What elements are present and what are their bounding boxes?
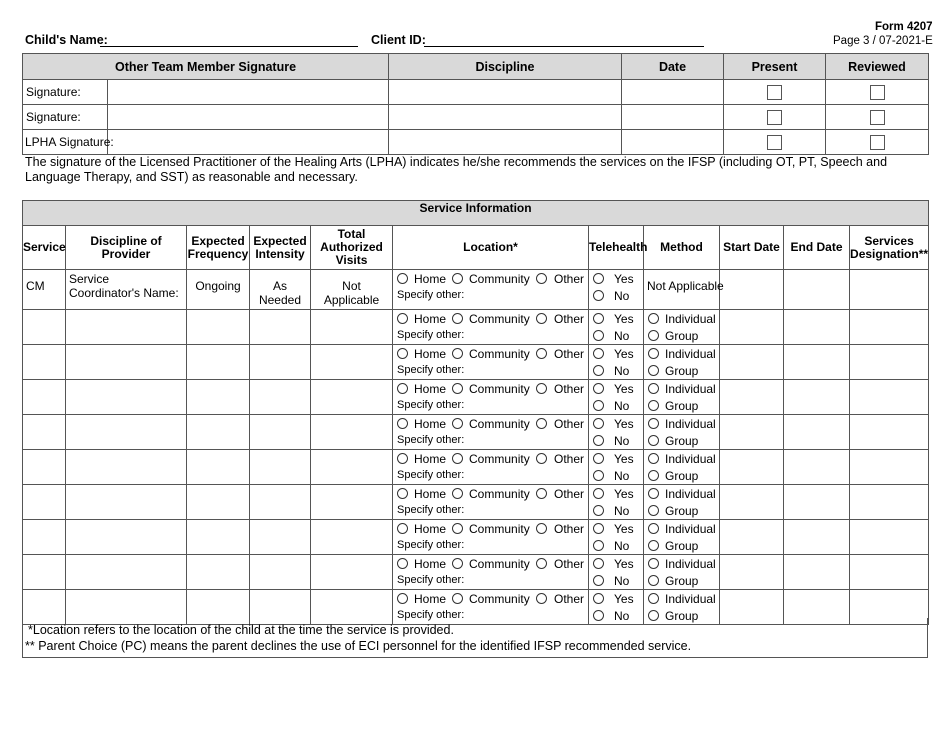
location-cell: [393, 520, 589, 555]
location-cell: [393, 555, 589, 590]
home-label: Home: [414, 416, 447, 431]
service-cell[interactable]: [23, 345, 66, 380]
individual-label: Individual: [665, 416, 716, 431]
end-date-cell[interactable]: [784, 555, 850, 590]
designation-cell[interactable]: [850, 415, 929, 450]
group-radio[interactable]: [648, 365, 659, 376]
other-radio[interactable]: [536, 558, 547, 569]
signature-field[interactable]: [108, 105, 389, 130]
group-radio[interactable]: [648, 505, 659, 516]
other-label: Other: [553, 271, 584, 286]
method-cell: [644, 345, 720, 380]
specify-other-label[interactable]: Specify other:: [397, 609, 465, 621]
individual-label: Individual: [665, 591, 716, 606]
date-field[interactable]: [622, 80, 724, 105]
visits-cell[interactable]: [311, 485, 393, 520]
specify-other-label[interactable]: Specify other:: [397, 434, 465, 446]
group-label: Group: [665, 538, 699, 553]
telehealth-no-radio[interactable]: [593, 470, 604, 481]
method-cell: [644, 380, 720, 415]
telehealth-cell: [589, 555, 644, 590]
individual-radio[interactable]: [648, 558, 659, 569]
reviewed-checkbox[interactable]: [870, 110, 885, 125]
specify-other-label[interactable]: Specify other:: [397, 364, 465, 376]
community-radio[interactable]: [452, 558, 463, 569]
end-date-cell[interactable]: [784, 415, 850, 450]
footnote-location: *Location refers to the location of the child at the time the service is provided.: [28, 623, 454, 637]
community-label: Community: [469, 416, 530, 431]
designation-cell[interactable]: [850, 555, 929, 590]
community-label: Community: [469, 556, 530, 571]
telehealth-yes-label: Yes: [614, 486, 634, 501]
home-radio[interactable]: [397, 558, 408, 569]
telehealth-no-label: No: [614, 538, 630, 553]
home-radio[interactable]: [397, 488, 408, 499]
home-radio[interactable]: [397, 523, 408, 534]
specify-other-label[interactable]: Specify other:: [397, 504, 465, 516]
other-label: Other: [553, 451, 584, 466]
other-radio[interactable]: [536, 453, 547, 464]
header-telehealth: Telehealth: [589, 226, 644, 270]
telehealth-yes-radio[interactable]: [593, 593, 604, 604]
telehealth-no-radio[interactable]: [593, 330, 604, 341]
table-row: [23, 310, 929, 345]
start-date-cell[interactable]: [720, 345, 784, 380]
discipline-cell[interactable]: [66, 555, 187, 590]
location-cell: [393, 485, 589, 520]
telehealth-no-label: No: [614, 398, 630, 413]
other-radio[interactable]: [536, 488, 547, 499]
telehealth-yes-label: Yes: [614, 381, 634, 396]
community-radio[interactable]: [452, 523, 463, 534]
location-cell: [393, 380, 589, 415]
intensity-cell[interactable]: [250, 485, 311, 520]
service-information-title: Service Information: [23, 201, 929, 226]
visits-cell[interactable]: Not Applicable: [311, 270, 393, 310]
header-discipline-of-provider: Discipline of Provider: [66, 226, 187, 270]
service-table: [22, 200, 929, 625]
frequency-cell[interactable]: [187, 310, 250, 345]
lpha-note: The signature of the Licensed Practitioner of the Healing Arts (LPHA) indicates he/she recommends the services on the IFSP (including OT, PT, Speech and Language Therapy, and SST) as reasonable and necessary.: [25, 155, 888, 184]
visits-cell[interactable]: [311, 310, 393, 345]
telehealth-cell: [589, 415, 644, 450]
home-radio[interactable]: [397, 453, 408, 464]
group-radio[interactable]: [648, 400, 659, 411]
service-cell[interactable]: [23, 520, 66, 555]
other-label: Other: [553, 556, 584, 571]
telehealth-yes-label: Yes: [614, 416, 634, 431]
individual-radio[interactable]: [648, 418, 659, 429]
group-label: Group: [665, 573, 699, 588]
telehealth-no-radio[interactable]: [593, 540, 604, 551]
header-date: Date: [622, 54, 724, 80]
signature-field[interactable]: [108, 80, 389, 105]
discipline-cell[interactable]: [66, 380, 187, 415]
home-label: Home: [414, 556, 447, 571]
group-label: Group: [665, 503, 699, 518]
telehealth-yes-label: Yes: [614, 271, 634, 286]
header-present: Present: [724, 54, 826, 80]
group-radio[interactable]: [648, 330, 659, 341]
designation-cell[interactable]: [850, 345, 929, 380]
other-label: Other: [553, 381, 584, 396]
specify-other-label[interactable]: Specify other:: [397, 539, 465, 551]
start-date-cell[interactable]: [720, 450, 784, 485]
designation-cell[interactable]: [850, 310, 929, 345]
end-date-cell[interactable]: [784, 345, 850, 380]
discipline-cell[interactable]: [66, 345, 187, 380]
home-label: Home: [414, 591, 447, 606]
visits-cell[interactable]: [311, 450, 393, 485]
frequency-cell[interactable]: Ongoing: [187, 270, 250, 310]
group-radio[interactable]: [648, 540, 659, 551]
specify-other-label[interactable]: Specify other:: [397, 329, 465, 341]
telehealth-cell: [589, 380, 644, 415]
telehealth-yes-radio[interactable]: [593, 488, 604, 499]
service-cell[interactable]: [23, 555, 66, 590]
visits-cell[interactable]: [311, 555, 393, 590]
location-cell: [393, 450, 589, 485]
designation-cell[interactable]: [850, 485, 929, 520]
service-cell[interactable]: [23, 415, 66, 450]
community-label: Community: [469, 381, 530, 396]
end-date-cell[interactable]: [784, 450, 850, 485]
telehealth-no-label: No: [614, 433, 630, 448]
home-radio[interactable]: [397, 313, 408, 324]
telehealth-no-label: No: [614, 288, 630, 303]
client-id-field[interactable]: [424, 33, 704, 47]
visits-cell[interactable]: [311, 345, 393, 380]
other-radio[interactable]: [536, 523, 547, 534]
telehealth-yes-label: Yes: [614, 591, 634, 606]
group-label: Group: [665, 468, 699, 483]
individual-label: Individual: [665, 451, 716, 466]
table-row: [23, 555, 929, 590]
community-radio[interactable]: [452, 453, 463, 464]
header-end-date: End Date: [784, 226, 850, 270]
telehealth-no-radio[interactable]: [593, 290, 604, 301]
header-services-designation: Services Designation**: [850, 226, 929, 270]
service-cell[interactable]: [23, 450, 66, 485]
signature-label: Signature:: [23, 80, 108, 105]
location-cell: [393, 270, 589, 310]
group-label: Group: [665, 363, 699, 378]
start-date-cell[interactable]: [720, 380, 784, 415]
date-field[interactable]: [622, 130, 724, 155]
specify-other-label[interactable]: Specify other:: [397, 469, 465, 481]
community-label: Community: [469, 311, 530, 326]
reviewed-checkbox[interactable]: [870, 85, 885, 100]
end-date-cell[interactable]: [784, 380, 850, 415]
method-cell: [644, 310, 720, 345]
telehealth-yes-radio[interactable]: [593, 383, 604, 394]
frequency-cell[interactable]: [187, 415, 250, 450]
discipline-cell[interactable]: Service Coordinator's Name:: [66, 270, 187, 310]
header-service: Service: [23, 226, 66, 270]
community-radio[interactable]: [452, 418, 463, 429]
other-label: Other: [553, 591, 584, 606]
telehealth-no-radio[interactable]: [593, 505, 604, 516]
signature-field[interactable]: [108, 130, 389, 155]
home-radio[interactable]: [397, 593, 408, 604]
discipline-field[interactable]: [389, 130, 622, 155]
frequency-cell[interactable]: [187, 380, 250, 415]
telehealth-yes-label: Yes: [614, 521, 634, 536]
individual-radio[interactable]: [648, 313, 659, 324]
telehealth-yes-label: Yes: [614, 451, 634, 466]
end-date-cell[interactable]: [784, 485, 850, 520]
discipline-field[interactable]: [389, 105, 622, 130]
present-checkbox[interactable]: [767, 85, 782, 100]
child-name-label: Child's Name:: [25, 33, 108, 47]
telehealth-cell: [589, 485, 644, 520]
reviewed-checkbox[interactable]: [870, 135, 885, 150]
present-checkbox[interactable]: [767, 135, 782, 150]
telehealth-yes-label: Yes: [614, 311, 634, 326]
community-radio[interactable]: [452, 348, 463, 359]
community-label: Community: [469, 486, 530, 501]
other-radio[interactable]: [536, 418, 547, 429]
individual-radio[interactable]: [648, 488, 659, 499]
individual-label: Individual: [665, 521, 716, 536]
home-radio[interactable]: [397, 273, 408, 284]
child-name-field[interactable]: [100, 33, 358, 47]
home-label: Home: [414, 346, 447, 361]
telehealth-no-label: No: [614, 468, 630, 483]
client-id-label: Client ID:: [371, 33, 426, 47]
table-row: [23, 450, 929, 485]
home-radio[interactable]: [397, 383, 408, 394]
telehealth-no-radio[interactable]: [593, 435, 604, 446]
telehealth-no-label: No: [614, 573, 630, 588]
telehealth-cell: [589, 345, 644, 380]
community-label: Community: [469, 521, 530, 536]
method-cell: [644, 485, 720, 520]
service-cell[interactable]: [23, 485, 66, 520]
header-start-date: Start Date: [720, 226, 784, 270]
other-label: Other: [553, 486, 584, 501]
method-cell: [644, 520, 720, 555]
visits-cell[interactable]: [311, 520, 393, 555]
end-date-cell[interactable]: [784, 270, 850, 310]
community-label: Community: [469, 591, 530, 606]
header-discipline: Discipline: [389, 54, 622, 80]
community-label: Community: [469, 271, 530, 286]
service-cell[interactable]: CM: [23, 270, 66, 310]
end-date-cell[interactable]: [784, 520, 850, 555]
start-date-cell[interactable]: [720, 270, 784, 310]
discipline-cell[interactable]: [66, 450, 187, 485]
community-radio[interactable]: [452, 488, 463, 499]
present-checkbox[interactable]: [767, 110, 782, 125]
intensity-cell[interactable]: [250, 520, 311, 555]
telehealth-yes-radio[interactable]: [593, 418, 604, 429]
individual-label: Individual: [665, 381, 716, 396]
individual-radio[interactable]: [648, 348, 659, 359]
intensity-cell[interactable]: [250, 555, 311, 590]
community-radio[interactable]: [452, 313, 463, 324]
individual-radio[interactable]: [648, 523, 659, 534]
telehealth-no-label: No: [614, 503, 630, 518]
table-row: [23, 520, 929, 555]
telehealth-yes-radio[interactable]: [593, 348, 604, 359]
home-label: Home: [414, 451, 447, 466]
header-total-authorized-visits: Total Authorized Visits: [311, 226, 393, 270]
individual-radio[interactable]: [648, 593, 659, 604]
header-expected-intensity: Expected Intensity: [250, 226, 311, 270]
specify-other-label[interactable]: Specify other:: [397, 289, 465, 301]
group-radio[interactable]: [648, 435, 659, 446]
frequency-cell[interactable]: [187, 345, 250, 380]
telehealth-yes-radio[interactable]: [593, 523, 604, 534]
other-radio[interactable]: [536, 348, 547, 359]
telehealth-cell: [589, 520, 644, 555]
home-radio[interactable]: [397, 418, 408, 429]
designation-cell[interactable]: [850, 520, 929, 555]
telehealth-no-radio[interactable]: [593, 400, 604, 411]
visits-cell[interactable]: [311, 380, 393, 415]
table-row: [23, 345, 929, 380]
group-radio[interactable]: [648, 575, 659, 586]
start-date-cell[interactable]: [720, 520, 784, 555]
specify-other-label[interactable]: Specify other:: [397, 399, 465, 411]
community-radio[interactable]: [452, 383, 463, 394]
table-row: [23, 415, 929, 450]
individual-label: Individual: [665, 556, 716, 571]
frequency-cell[interactable]: [187, 485, 250, 520]
telehealth-no-radio[interactable]: [593, 575, 604, 586]
group-label: Group: [665, 328, 699, 343]
telehealth-yes-label: Yes: [614, 556, 634, 571]
table-row: [23, 380, 929, 415]
telehealth-cell: [589, 450, 644, 485]
telehealth-cell: [589, 310, 644, 345]
home-label: Home: [414, 381, 447, 396]
lpha-signature-label: LPHA Signature:: [23, 130, 108, 155]
community-label: Community: [469, 451, 530, 466]
other-radio[interactable]: [536, 383, 547, 394]
telehealth-no-label: No: [614, 363, 630, 378]
discipline-cell[interactable]: [66, 520, 187, 555]
intensity-cell[interactable]: [250, 310, 311, 345]
individual-radio[interactable]: [648, 383, 659, 394]
header-location: Location*: [393, 226, 589, 270]
date-field[interactable]: [622, 105, 724, 130]
telehealth-no-label: No: [614, 328, 630, 343]
header-method: Method: [644, 226, 720, 270]
home-label: Home: [414, 486, 447, 501]
location-cell: [393, 310, 589, 345]
telehealth-yes-radio[interactable]: [593, 453, 604, 464]
method-cell[interactable]: Not Applicable: [644, 270, 720, 310]
telehealth-no-label: No: [614, 608, 630, 623]
intensity-cell[interactable]: [250, 345, 311, 380]
header-expected-frequency: Expected Frequency: [187, 226, 250, 270]
home-label: Home: [414, 271, 447, 286]
discipline-cell[interactable]: [66, 310, 187, 345]
form-number: Form 4207: [875, 21, 933, 33]
header-signature: Other Team Member Signature: [23, 54, 389, 80]
start-date-cell[interactable]: [720, 310, 784, 345]
telehealth-yes-radio[interactable]: [593, 558, 604, 569]
table-row: [23, 270, 929, 310]
intensity-cell[interactable]: [250, 415, 311, 450]
telehealth-yes-radio[interactable]: [593, 313, 604, 324]
service-cell[interactable]: [23, 310, 66, 345]
end-date-cell[interactable]: [784, 310, 850, 345]
footnote-parent-choice: ** Parent Choice (PC) means the parent declines the use of ECI personnel for the identified IFSP recommended service.: [25, 639, 692, 653]
other-radio[interactable]: [536, 313, 547, 324]
start-date-cell[interactable]: [720, 555, 784, 590]
frequency-cell[interactable]: [187, 520, 250, 555]
signature-table: [22, 53, 929, 155]
group-label: Group: [665, 608, 699, 623]
other-label: Other: [553, 346, 584, 361]
other-radio[interactable]: [536, 593, 547, 604]
telehealth-no-radio[interactable]: [593, 365, 604, 376]
telehealth-yes-label: Yes: [614, 346, 634, 361]
discipline-cell[interactable]: [66, 415, 187, 450]
individual-label: Individual: [665, 311, 716, 326]
designation-cell[interactable]: [850, 450, 929, 485]
start-date-cell[interactable]: [720, 485, 784, 520]
telehealth-yes-radio[interactable]: [593, 273, 604, 284]
individual-label: Individual: [665, 486, 716, 501]
frequency-cell[interactable]: [187, 450, 250, 485]
location-cell: [393, 345, 589, 380]
other-radio[interactable]: [536, 273, 547, 284]
community-radio[interactable]: [452, 273, 463, 284]
intensity-cell[interactable]: As Needed: [250, 270, 311, 310]
home-label: Home: [414, 311, 447, 326]
other-label: Other: [553, 416, 584, 431]
start-date-cell[interactable]: [720, 415, 784, 450]
visits-cell[interactable]: [311, 415, 393, 450]
footnote-box: [22, 618, 928, 658]
telehealth-cell: [589, 270, 644, 310]
page-number: Page 3 / 07-2021-E: [833, 35, 933, 47]
community-label: Community: [469, 346, 530, 361]
method-cell: [644, 450, 720, 485]
intensity-cell[interactable]: [250, 380, 311, 415]
signature-label: Signature:: [23, 105, 108, 130]
method-cell: [644, 555, 720, 590]
intensity-cell[interactable]: [250, 450, 311, 485]
home-label: Home: [414, 521, 447, 536]
specify-other-label[interactable]: Specify other:: [397, 574, 465, 586]
frequency-cell[interactable]: [187, 555, 250, 590]
table-row: [23, 485, 929, 520]
other-label: Other: [553, 311, 584, 326]
group-label: Group: [665, 433, 699, 448]
individual-label: Individual: [665, 346, 716, 361]
location-cell: [393, 415, 589, 450]
designation-cell[interactable]: [850, 380, 929, 415]
method-cell: [644, 415, 720, 450]
individual-radio[interactable]: [648, 453, 659, 464]
discipline-field[interactable]: [389, 80, 622, 105]
other-label: Other: [553, 521, 584, 536]
group-radio[interactable]: [648, 470, 659, 481]
designation-cell[interactable]: [850, 270, 929, 310]
home-radio[interactable]: [397, 348, 408, 359]
header-reviewed: Reviewed: [826, 54, 929, 80]
service-cell[interactable]: [23, 380, 66, 415]
group-label: Group: [665, 398, 699, 413]
discipline-cell[interactable]: [66, 485, 187, 520]
community-radio[interactable]: [452, 593, 463, 604]
